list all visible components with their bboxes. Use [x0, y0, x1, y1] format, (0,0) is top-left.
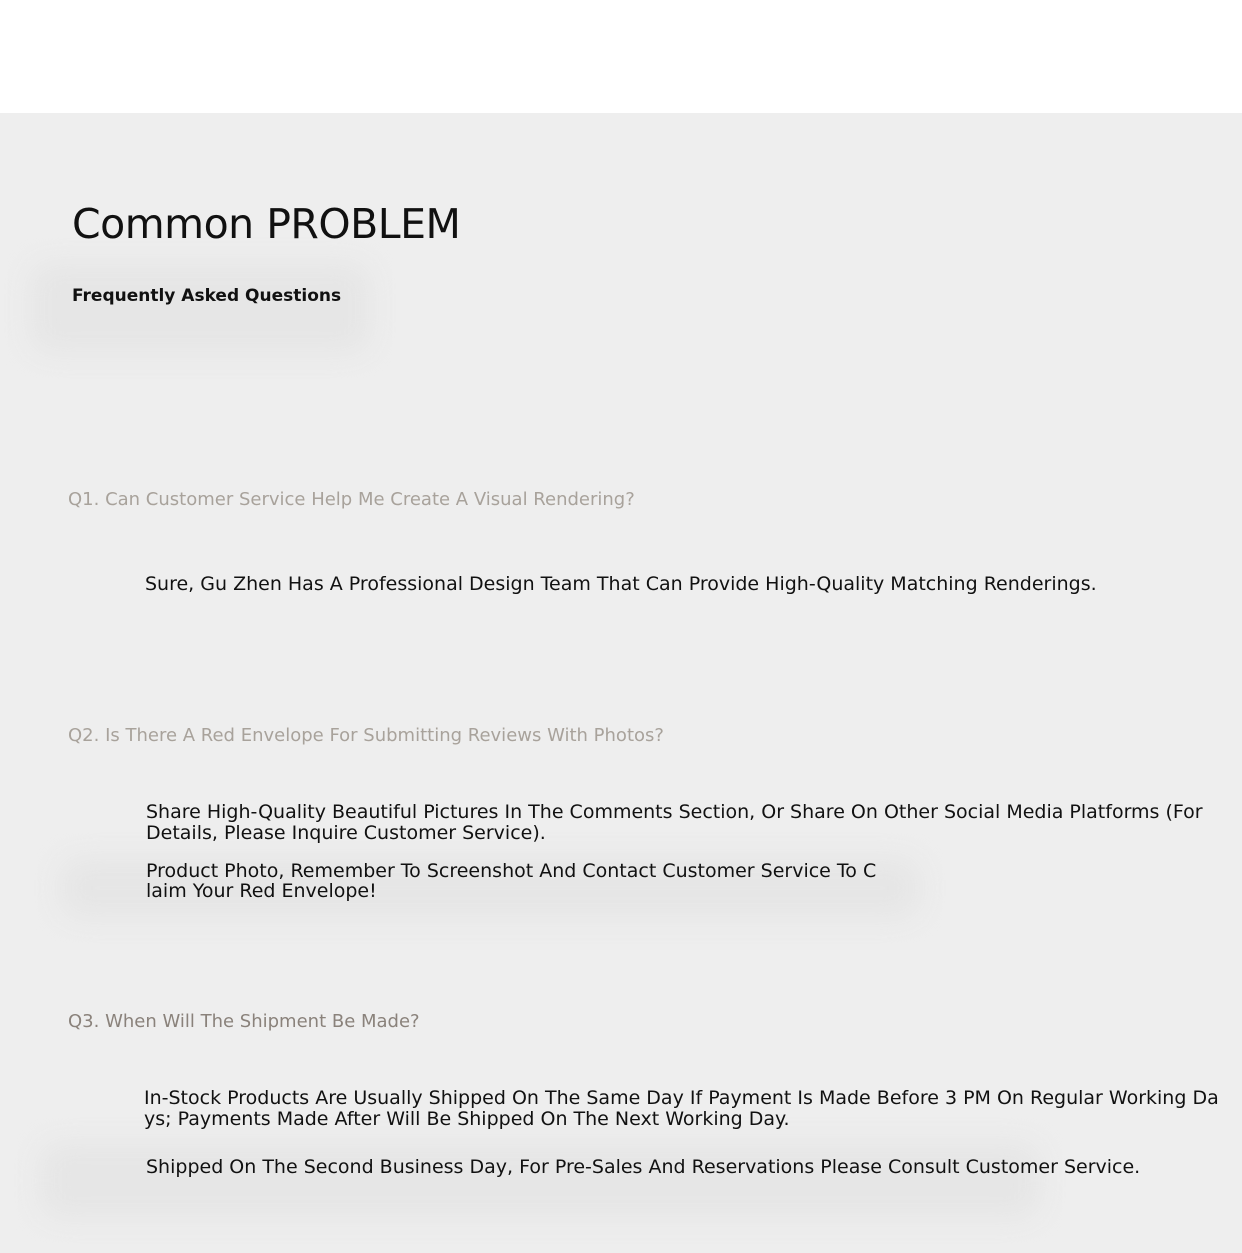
faq-question-1[interactable]: Q1. Can Customer Service Help Me Create A Visual Rendering? [68, 489, 635, 510]
faq-panel [0, 113, 1242, 1253]
faq-question-2[interactable]: Q2. Is There A Red Envelope For Submitting Reviews With Photos? [68, 725, 664, 746]
top-blank-band [0, 0, 1242, 113]
faq-answer-1: Sure, Gu Zhen Has A Professional Design Team That Can Provide High-Quality Matching Renderings. [145, 573, 1097, 595]
page-title: Common PROBLEM [72, 200, 461, 248]
faq-answer-3b: Shipped On The Second Business Day, For Pre-Sales And Reservations Please Consult Customer Service. [146, 1156, 1141, 1178]
faq-question-3[interactable]: Q3. When Will The Shipment Be Made? [68, 1011, 420, 1032]
page-subtitle: Frequently Asked Questions [72, 286, 342, 306]
faq-answer-2a: Share High-Quality Beautiful Pictures In The Comments Section, Or Share On Other Social Media Platforms (For Details, Please Inquire Customer Service). [146, 801, 1203, 844]
faq-answer-2b: Product Photo, Remember To Screenshot And Contact Customer Service To Claim Your Red Envelope! [146, 860, 877, 902]
faq-answer-3a: In-Stock Products Are Usually Shipped On The Same Day If Payment Is Made Before 3 PM On Regular Working Days; Payments Made After Will Be Shipped On The Next Working Day. [144, 1087, 1219, 1130]
background-smudge [40, 1143, 1040, 1218]
background-smudge [30, 263, 370, 353]
